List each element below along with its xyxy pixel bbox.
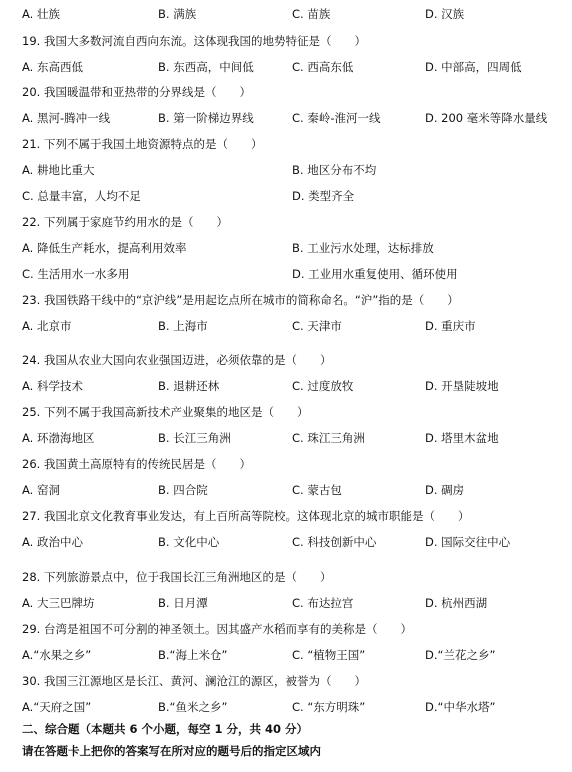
option-a: A. 环渤海地区 [22,431,95,445]
option-d: D. 类型齐全 [292,189,355,203]
option-a: A. 大三巴牌坊 [22,596,95,610]
option-c: C. 生活用水一水多用 [22,267,130,281]
option-c: C. 过度放牧 [292,379,354,393]
option-b: B.“海上米仓” [158,648,228,662]
question-22: 22. 下列属于家庭节约用水的是（ ） [22,215,228,229]
question-19: 19. 我国大多数河流自西向东流。这体现我国的地势特征是（ ） [22,34,366,48]
option-b: B. 上海市 [158,319,208,333]
option-d: D. 汉族 [425,7,465,21]
question-30: 30. 我国三江源地区是长江、黄河、澜沧江的源区，被誉为（ ） [22,674,366,688]
option-d: D. 重庆市 [425,319,476,333]
option-b: B.“鱼米之乡” [158,700,228,714]
option-a: A. 耕地比重大 [22,163,95,177]
option-d: D. 塔里木盆地 [425,431,499,445]
option-a: A. 北京市 [22,319,72,333]
option-d: D. 国际交往中心 [425,535,511,549]
option-c: C. 布达拉宫 [292,596,354,610]
option-c: C. 珠江三角洲 [292,431,365,445]
section-heading: 二、综合题（本题共 6 个小题，每空 1 分，共 40 分） [22,722,309,736]
question-25: 25. 下列不属于我国高新技术产业聚集的地区是（ ） [22,405,309,419]
question-21: 21. 下列不属于我国土地资源特点的是（ ） [22,137,263,151]
option-c: C. “植物王国” [292,648,366,662]
option-d: D. 杭州西湖 [425,596,488,610]
option-a: A.“天府之国” [22,700,92,714]
option-b: B. 文化中心 [158,535,220,549]
option-b: B. 退耕还林 [158,379,220,393]
option-c: C. 总量丰富，人均不足 [22,189,141,203]
option-a: A. 政治中心 [22,535,83,549]
option-b: B. 日月潭 [158,596,208,610]
option-c: C. 蒙古包 [292,483,342,497]
option-d: D. 200 毫米等降水量线 [425,111,548,125]
question-27: 27. 我国北京文化教育事业发达，有上百所高等院校。这体现北京的城市职能是（ ） [22,509,470,523]
option-b: B. 长江三角洲 [158,431,231,445]
option-b: B. 满族 [158,7,197,21]
option-d: D. 中部高，四周低 [425,60,522,74]
question-26: 26. 我国黄土高原特有的传统民居是（ ） [22,457,251,471]
option-b: B. 工业污水处理，达标排放 [292,241,434,255]
question-23: 23. 我国铁路干线中的“京沪线”是用起讫点所在城市的简称命名。“沪”指的是（ ） [22,293,459,307]
option-c: C. 科技创新中心 [292,535,377,549]
option-a: A. 科学技术 [22,379,83,393]
option-c: C. 秦岭-淮河一线 [292,111,381,125]
option-a: A. 东高西低 [22,60,83,74]
option-c: C. 苗族 [292,7,331,21]
option-a: A. 壮族 [22,7,60,21]
option-a: A. 降低生产耗水，提高利用效率 [22,241,187,255]
option-d: D. 开垦陡坡地 [425,379,499,393]
question-24: 24. 我国从农业大国向农业强国迈进，必须依靠的是（ ） [22,353,332,367]
section-instruction: 请在答题卡上把你的答案写在所对应的题号后的指定区域内 [22,744,321,758]
option-a: A.“水果之乡” [22,648,92,662]
option-c: C. 天津市 [292,319,342,333]
question-29: 29. 台湾是祖国不可分割的神圣领土。因其盛产水稻而享有的美称是（ ） [22,622,412,636]
option-d: D. 碉房 [425,483,465,497]
question-28: 28. 下列旅游景点中，位于我国长江三角洲地区的是（ ） [22,570,332,584]
option-b: B. 四合院 [158,483,208,497]
option-d: D.“中华水塔” [425,700,496,714]
option-c: C. 西高东低 [292,60,354,74]
question-20: 20. 我国暖温带和亚热带的分界线是（ ） [22,85,251,99]
option-d: D.“兰花之乡” [425,648,496,662]
option-c: C. “东方明珠” [292,700,366,714]
option-d: D. 工业用水重复使用、循环使用 [292,267,458,281]
option-b: B. 地区分布不均 [292,163,377,177]
option-b: B. 东西高，中间低 [158,60,254,74]
option-a: A. 窑洞 [22,483,60,497]
option-b: B. 第一阶梯边界线 [158,111,254,125]
option-a: A. 黑河-腾冲一线 [22,111,111,125]
